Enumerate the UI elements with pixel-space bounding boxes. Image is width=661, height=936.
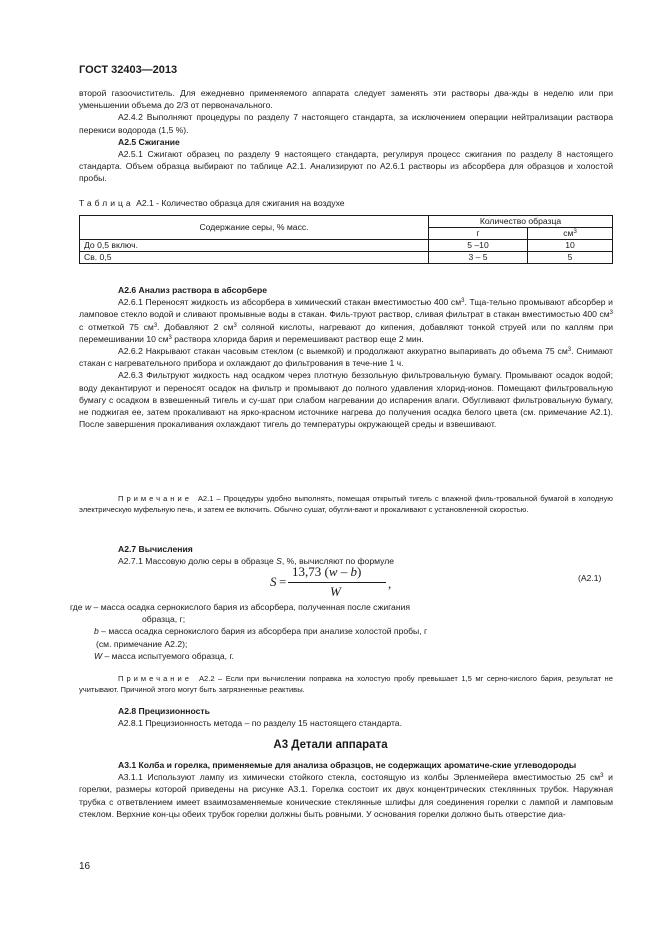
note-a21: [79, 493, 613, 515]
text-part: A3.1.1 Используют лампу из химически стойкого стекла, состоящую из колбы Эрленмейера вместимостью 25 см: [118, 772, 601, 783]
cell-sulfur: До 0,5 включ.: [80, 240, 429, 252]
num-minus: –: [340, 564, 348, 579]
cell-sulfur: Св. 0,5: [80, 252, 429, 264]
unit-cm: см: [563, 228, 574, 238]
note-text: A2.2 – Если при вычислении поправка на холостую пробу превышает 1,5 мг серно-кислого бария, результат не учитывают. Причиной этого могут быть загрязненные реактивы.: [79, 674, 613, 694]
formula-lhs: S: [270, 574, 277, 589]
num-b: b: [350, 564, 358, 579]
fraction-line: [288, 582, 386, 583]
superscript: 3: [567, 347, 572, 354]
superscript: 3: [168, 334, 172, 341]
def-w-cont: образца, г;: [142, 614, 186, 625]
variable-definitions: [70, 601, 613, 662]
text-part: . Снимают стакан с нагревательного прибора и охлаждают до фильтрования в тече-ние 1 ч.: [79, 346, 613, 369]
def-b-text: – масса осадка сернокислого бария из абсорбера при анализе холостой пробы, г: [98, 626, 428, 637]
def-W-text: – масса испытуемого образца, г.: [102, 650, 234, 661]
paragraph-a263: A2.6.3 Фильтруют жидкость над осадком через плотную беззольную фильтровальную бумагу. Промывают осадок водой; воду декантируют и переносят осадок на фильтр и промывают до полного удавления хлорид-ионов. Помещают фильтровальную бумагу с осадком в взвешенный тигель и су-шат при слабом нагревании до испарения влаги. Обугливают фильтровальную бумагу, не поджигая ее, затем прокаливают на ярко-красном источнике нагрева до получения осадка белого цвета (см. примечание A2.1). После завершения прокаливания охлаждают тигель до температуры окружающей среды и взвешивают.: [79, 370, 613, 430]
appendix-title: A3 Детали аппарата: [273, 739, 388, 751]
def-W: [70, 650, 613, 662]
superscript: 3: [609, 310, 613, 317]
superscript: 3: [233, 322, 237, 329]
text-part: и горелки, размеры которой приведены на рисунке A3.1. Горелка состоит их двух концентрических стеклянных трубок. Наружная трубка с ответвлением имеет взаимозаменяемые конические стеклянные шлифы для соединения горелки с лампой и ламповым стеклом. Верхние кон-цы обеих трубок горелки должны быть ровными. У основания горелки должно быть отверстие диа-: [79, 772, 613, 819]
variable-s: S: [276, 556, 282, 567]
cell-g: 3 – 5: [429, 252, 528, 264]
num-w: w: [328, 564, 338, 579]
text-part: соляной кислоты, нагревают до кипения, добавляют тонкой струей или по каплям при перемешивании 10 см: [79, 321, 613, 344]
table-row: [80, 252, 613, 264]
appendix-section: [79, 759, 613, 820]
var-w: w: [84, 602, 92, 612]
paragraph-a262: [79, 345, 613, 369]
precision-section: [79, 705, 613, 729]
col-header-g: г: [429, 228, 528, 240]
formula-eq: =: [279, 574, 287, 589]
superscript: 3: [461, 298, 465, 305]
var-W: W: [94, 650, 103, 661]
sample-amount-table: [79, 215, 613, 264]
text-part: с отметкой 75 см: [79, 321, 154, 332]
formula-label: (A2.1): [578, 573, 602, 583]
formula-denominator: W: [330, 584, 341, 599]
text-part: A2.7.1 Массовую долю серы в образце: [118, 556, 277, 567]
top-section: [79, 87, 613, 185]
paragraph-a261: [79, 296, 613, 345]
page-number: 16: [79, 861, 91, 872]
def-b: [70, 625, 613, 637]
heading-a25: A2.5 Сжигание: [118, 136, 180, 147]
table-caption-word: Таблица: [79, 198, 134, 208]
col-header-sulfur: Содержание серы, % масс.: [80, 216, 429, 240]
unit-sup: 3: [573, 229, 577, 235]
note-word: Примечание: [118, 494, 192, 503]
table-caption: [79, 198, 345, 208]
paragraph-a251: A2.5.1 Сжигают образец по разделу 9 настоящего стандарта, регулируя процесс сжигания по разделу 8 настоящего стандарта. Объем образца выбирают по таблице A2.1. Анализируют по A2.6.1 растворы из абсорбера для образцов и холостой пробы.: [79, 149, 613, 184]
def-w-text: – масса осадка сернокислого бария из абсорбера, полученная после сжигания: [91, 602, 411, 612]
paragraph-a281: A2.8.1 Прецизионность метода – по разделу 15 настоящего стандарта.: [118, 718, 402, 729]
def-b-cont: (см. примечание A2.2);: [96, 638, 188, 649]
cell-cm: 5: [528, 252, 613, 264]
paragraph-a311: [79, 771, 613, 820]
where-word: где: [70, 602, 83, 612]
heading-a26: A2.6 Анализ раствора в абсорбере: [118, 285, 268, 295]
text-part: . Тща-тельно промывают абсорбер и ламповое стекло водой и сливают промывные воды в стакан. Филь-труют раствор, сливая фильтрат в стакан вместимостью 400 см: [79, 297, 613, 320]
table-row: [80, 240, 613, 252]
heading-a31: A3.1 Колба и горелка, применяемые для анализа образцов, не содержащих ароматиче-ские углеводороды: [118, 760, 577, 770]
num-const: 13,73: [292, 564, 322, 579]
text-part: A2.6.1 Переносят жидкость из абсорбера в химический стакан вместимостью 400 см: [118, 297, 462, 308]
text-part: , %, вычисляют по формуле: [281, 556, 395, 567]
superscript: 3: [153, 322, 158, 329]
analysis-section: [79, 284, 613, 430]
formula-numerator: 13,73 (w – b): [292, 564, 362, 579]
cell-cm: 10: [528, 240, 613, 252]
superscript: 3: [600, 773, 604, 780]
text-part: A2.6.2 Накрывают стакан часовым стеклом (с выемкой) и продолжают аккуратно выпаривать до объема 75 см: [118, 346, 568, 357]
paragraph-continuation: второй газоочиститель. Для ежедневно применяемого аппарата следует заменять эти растворы два-жды в неделю или при уменьшении объема до 2/3 от первоначального.: [79, 88, 613, 111]
col-header-cm3: [528, 228, 613, 240]
heading-a28: A2.8 Прецизионность: [118, 706, 210, 716]
paragraph-a242: A2.4.2 Выполняют процедуры по разделу 7 настоящего стандарта, за исключением операции нейтрализации раствора перекиси водорода (1,5 %).: [79, 112, 613, 135]
var-b: b: [94, 626, 99, 637]
note-a22: [79, 673, 613, 695]
text-part: раствора хлорида бария и перемешивают раствор еще 2 мин.: [171, 333, 424, 344]
text-part: . Добавляют 2 см: [157, 321, 234, 332]
standard-header: ГОСТ 32403—2013: [79, 64, 178, 76]
col-header-amount: Количество образца: [429, 216, 613, 228]
note-word: Примечание: [118, 674, 192, 683]
cell-g: 5 –10: [429, 240, 528, 252]
def-w: [70, 601, 613, 613]
formula-comma: ,: [388, 576, 392, 591]
table-caption-text: A2.1 - Количество образца для сжигания на воздухе: [136, 198, 345, 208]
heading-a27: A2.7 Вычисления: [118, 544, 193, 554]
note-text: A2.1 – Процедуры удобно выполнять, помещая открытый тигель с влажной филь-тровальной бумагой в холодную электрическую муфельную печь, и затем ее включить. Обычно сушат, обугли-вают и прокаливают с установленной скоростью.: [79, 494, 613, 514]
